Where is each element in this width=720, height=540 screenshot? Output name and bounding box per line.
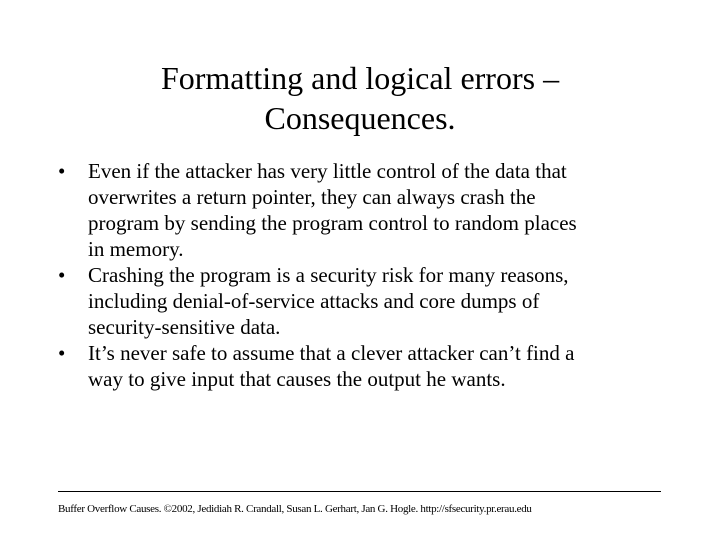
bullet-item (58, 262, 668, 340)
bullet-text-line: program by sending the program control to random places (88, 211, 577, 235)
bullet-text-line: overwrites a return pointer, they can always crash the (88, 185, 536, 209)
bullet-list (58, 158, 668, 392)
bullet-text-line: including denial-of-service attacks and core dumps of (88, 289, 540, 313)
slide-title-line: Formatting and logical errors – (160, 60, 560, 96)
bullet-text-line: way to give input that causes the output he wants. (88, 367, 506, 391)
bullet-text-line: It’s never safe to assume that a clever attacker can’t find a (88, 341, 575, 365)
bullet-icon: • (58, 341, 66, 365)
bullet-item (58, 158, 668, 262)
bullet-text-line: in memory. (88, 237, 184, 261)
footer-citation: Buffer Overflow Causes. ©2002, Jedidiah R. Crandall, Susan L. Gerhart, Jan G. Hogle. http://sfsecurity.pr.erau.edu (58, 503, 532, 515)
bullet-text-line: Even if the attacker has very little control of the data that (88, 159, 567, 183)
slide-title-line: Consequences. (264, 100, 456, 136)
bullet-text-line: security-sensitive data. (88, 315, 281, 339)
bullet-text-line: Crashing the program is a security risk for many reasons, (88, 263, 569, 287)
footer-divider (58, 491, 661, 492)
bullet-icon: • (58, 263, 66, 287)
bullet-icon: • (58, 159, 66, 183)
bullet-item (58, 340, 668, 392)
slide-title (60, 58, 660, 138)
